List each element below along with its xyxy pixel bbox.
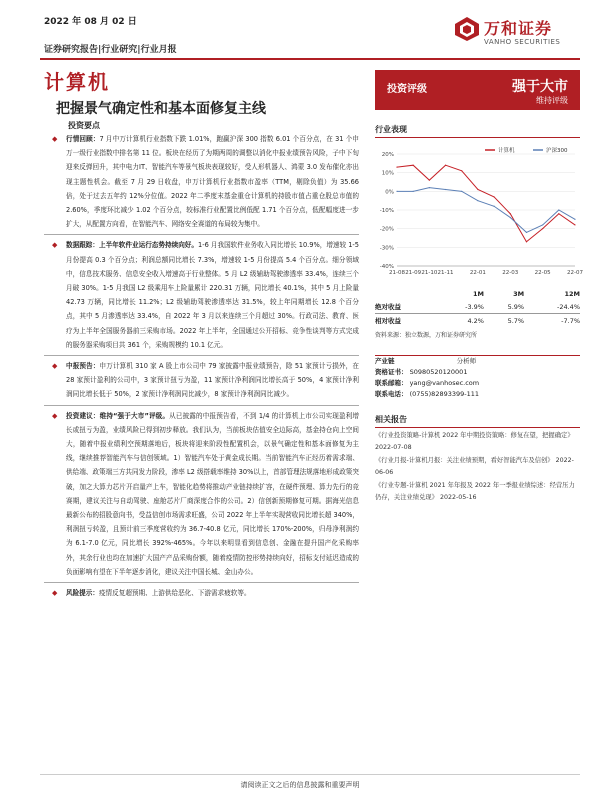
summary-paragraph — [44, 586, 359, 600]
chart-x-tick-label: 22-05 — [534, 270, 551, 276]
bullet-icon: ◆ — [52, 241, 58, 250]
chart-data-point — [558, 213, 559, 214]
chart-data-point — [477, 200, 478, 201]
chart-legend-label: 计算机 — [498, 148, 515, 154]
chart-data-point — [542, 228, 543, 229]
rating-label: 投资评级 — [387, 84, 427, 95]
chart-data-point — [461, 191, 462, 192]
sector-name: 计算机 — [44, 70, 110, 94]
chart-y-tick-label: 10% — [381, 170, 394, 177]
chart-x-tick-label: 22-01 — [469, 270, 486, 276]
trend-title: 行业表现 — [375, 124, 580, 138]
bullet-icon: ◆ — [52, 589, 58, 598]
related-report-item[interactable]: 《行业投资策略-计算机 2022 年中期投资策略：修复在望，把握确定》 2022-07-08 — [375, 432, 574, 451]
chart-x-tick-label: 21-08 — [389, 270, 405, 276]
rating-box — [375, 70, 580, 110]
analyst-list — [375, 356, 580, 400]
paragraph-lead: 投资建议：维持“强于大市”评级。 — [66, 411, 170, 420]
chart-x-tick-label: 22-07 — [567, 270, 583, 276]
company-name-en: VANHO SECURITIES — [484, 38, 561, 46]
footer-disclaimer: 请阅读正文之后的信息披露和重要声明 — [240, 781, 360, 789]
paragraph-text: 申万计算机 310 家 A 股上市公司中 79 家披露中报业绩预告，除 51 家预计亏损外，在 28 家预计盈利的公司中，3 家预计扭亏为盈，11 家预计净利润同比增长高于 50%，4 家预计净利润同比增长低于 50%，2 家预计净利润同比减少，8 家预计净利润同比减少。 — [66, 362, 359, 399]
chart-data-point — [429, 187, 430, 188]
chart-data-point — [493, 196, 494, 197]
paragraph-lead: 风险提示： — [66, 589, 99, 598]
bullet-icon: ◆ — [52, 411, 58, 420]
analyst-label: 资格证书： — [375, 368, 408, 376]
perf-value-cell: -3.9% — [438, 300, 484, 314]
perf-value-cell: 5.7% — [507, 316, 525, 325]
chart-data-point — [558, 209, 559, 210]
perf-value-cell: -7.7% — [561, 316, 580, 325]
analyst-value: 分析师 — [454, 357, 477, 365]
chart-data-point — [526, 232, 527, 233]
summary-paragraph — [44, 359, 359, 402]
summary-paragraph — [44, 238, 359, 352]
related-report-item[interactable]: 《行业月报-计算机月报：关注业绩预期，看好智能汽车及信创》 2022-06-06 — [375, 457, 574, 476]
perf-header-cell: 12M — [564, 290, 580, 298]
rating-sub: 维持评级 — [536, 96, 568, 105]
report-categories: 证券研究报告|行业研究|行业月报 — [44, 45, 177, 55]
performance-chart — [375, 142, 583, 282]
rating-value: 强于大市 — [512, 79, 568, 95]
chart-x-tick-label: 21-11 — [437, 270, 454, 276]
chart-data-point — [510, 217, 511, 218]
company-logo-icon — [454, 16, 480, 42]
paragraph-text: 疫情反复超预期、上游供给恶化、下游需求疲软等。 — [98, 589, 251, 598]
performance-chart-svg — [375, 142, 583, 282]
chart-data-point — [526, 241, 527, 242]
perf-value-cell: 5.9% — [484, 300, 524, 314]
chart-x-tick-label: 21-10 — [421, 270, 438, 276]
perf-value-cell: -24.4% — [524, 300, 580, 314]
analyst-row — [375, 378, 580, 389]
paragraph-divider — [44, 582, 359, 583]
summary-paragraph — [44, 409, 359, 579]
chart-y-tick-label: -20% — [379, 226, 394, 233]
perf-header-cell — [375, 288, 438, 300]
paragraph-divider — [44, 405, 359, 406]
chart-data-point — [413, 165, 414, 166]
chart-data-point — [445, 189, 446, 190]
chart-data-point — [574, 219, 575, 220]
perf-value-cell: 4.2% — [467, 316, 484, 325]
analyst-row — [375, 356, 580, 367]
company-name: 万和证券 — [484, 19, 553, 38]
related-list — [375, 430, 580, 503]
paragraph-divider — [44, 355, 359, 356]
summary-label: 投资要点 — [68, 121, 100, 130]
chart-data-point — [429, 180, 430, 181]
chart-data-point — [396, 166, 397, 167]
chart-data-point — [413, 191, 414, 192]
chart-legend-label: 沪深300 — [546, 148, 568, 154]
perf-row-label: 绝对收益 — [375, 300, 438, 314]
chart-data-point — [510, 213, 511, 214]
analyst-value: S0980520120001 — [407, 368, 468, 376]
analyst-row — [375, 367, 580, 378]
related-title: 相关报告 — [375, 414, 580, 428]
perf-header-cell: 1M — [472, 290, 484, 298]
perf-row-label: 相对收益 — [375, 317, 401, 325]
analyst-label: 联系电话： — [375, 390, 408, 398]
sidebar — [375, 70, 583, 503]
chart-data-point — [461, 170, 462, 171]
paragraph-text: 7 月中万计算机行业指数下跌 1.01%，跑赢沪深 300 指数 6.01 个百分点，在 31 个申万一级行业指数中排名第 11 位。板块在经历了为期两周的调整以消化中报业绩预告风险，子中下旬迎来反弹回升，其中电力IT、智能汽车等景气板块表现较好，受人形机器人、鸿蒙 3.0 发布催化亦出现主题性机会。截至 7 月 29 日收盘，申万计算机行业指数市盈率（TTM，剔除负值）为 35.66 倍，处于过去五年约 12%分位值。2022 年二季度末基金重仓计算机的持股市值占重仓股总市值的 2.60%，季度环比减少 1.02 个百分点，较标准行业配置比例低配 1.71 个百分点，低配幅度进一步扩大，从配置方向看，在智能汽车、网络安全赛道的布局较为集中。 — [66, 135, 359, 229]
bullet-icon: ◆ — [52, 362, 58, 371]
chart-y-tick-label: -10% — [379, 208, 394, 214]
header-divider — [40, 58, 580, 60]
analyst-label: 联系邮箱： — [375, 379, 408, 387]
table-row — [375, 300, 580, 314]
chart-data-point — [542, 224, 543, 225]
report-date: 2022 年 08 月 02 日 — [44, 17, 137, 27]
main-content — [44, 132, 359, 600]
report-title: 把握景气确定性和基本面修复主线 — [56, 101, 266, 117]
chart-x-tick-label: 22-03 — [502, 270, 519, 276]
paragraph-lead: 数据跟踪：上半年软件业运行态势持续向好。 — [66, 241, 198, 250]
analyst-value: (0755)82893399-111 — [407, 390, 480, 398]
analyst-row — [375, 389, 580, 400]
paragraph-lead: 行情回顾： — [66, 135, 100, 143]
footer-divider — [40, 774, 580, 775]
paragraph-divider — [44, 234, 359, 235]
perf-header-cell: 3M — [513, 290, 525, 298]
paragraph-text: 1-6 月我国软件业务收入同比增长 10.9%，增速较 1-5 月份提高 0.3 个百分点；利润总额同比增长 7.3%，增速较 1-5 月份提高 5.4 个百分点。细分领域中，信息技术服务、信息安全收入增速高于行业整体。5 月 L2 级辅助驾驶渗透率 33.4%，连续三个月破 30%。1-5 月我国 L2 级乘用车上险量累计 220.31 万辆，同比增长 40.1%，其中 5 月上险量 42.73 万辆，同比增长 11.2%；L2 级辅助驾驶渗透率达 31.5%，较上年同期增长 12.8 个百分点，其中 5 月渗透率达 33.4%，自 2022 年 3 月以来连续三个月超过 30%。行政司法、教育、医疗为上半年全国服务器前三采购市场。2022 年上半年，全国通过公开招标、竞争性谈判等方式完成的服务器采购项目共 361 个，采购规模约 10.1 亿元。 — [66, 241, 359, 349]
chart-data-point — [574, 224, 575, 225]
chart-y-tick-label: 0% — [385, 189, 394, 196]
chart-y-tick-label: -40% — [379, 264, 394, 270]
performance-source: 资料来源：独立数源，万和证券研究所 — [375, 332, 478, 339]
paragraph-lead: 中报预告： — [66, 362, 100, 371]
analyst-value: yang@vanhosec.com — [407, 379, 480, 387]
summary-paragraph — [44, 132, 359, 231]
bullet-icon: ◆ — [52, 135, 58, 143]
chart-data-point — [477, 189, 478, 190]
paragraph-text: 从已披露的中报预告看，不到 1/4 的计算机上市公司实现盈利增长或扭亏为盈，业绩风险已得到初步释放。我们认为，当前板块估值安全边际高，基金持仓向上空间大，随着中报业绩利空预期落地后，板块将迎来阶段性配置机会，以景气确定性和基本面修复为主线，继续推荐智能汽车与信创领域。1）智能汽车处于黄金成长期。当前智能汽车正经历着需求端、供给端、政策端三方共同发力阶段，渗率 L2 级搭载率维持 30%以上，首部管理法规落地形成政策突破，加之大算力芯片开启量产上车，智能化趋势将推动产业链持续扩容，在硬件预埋、算力先行的竞赛期，建议关注与自动驾驶、座舱芯片厂商深度合作的公司。2）信创新预期修复可期。据海光信息最新公布的招股意向书，受益信创市场需求旺盛，公司 2022 年上半年实现营收同比增长超 340%，利润扭亏转盈，且预计前三季度营收约为 36.7-40.8 亿元，同比增长 170%-200%，归母净利润约为 6.1-7.0 亿元，同比增长 392%-465%。今年以来明显看到信息创、金融在提升国产化采购率外，其余行业也均在加速扩大国产产品采购份额，随着疫情防控形势持续向好，招标支付延迟造成的负面影响有望在下半年逐步消化，建议关注中国长城、金山办公。 — [66, 411, 359, 576]
performance-table — [375, 288, 580, 327]
analyst-label: 产业链 — [375, 357, 395, 365]
chart-data-point — [445, 165, 446, 166]
chart-y-tick-label: -30% — [379, 245, 394, 252]
chart-x-tick-label: 21-09 — [405, 270, 422, 276]
chart-data-point — [493, 206, 494, 207]
table-row — [375, 314, 580, 328]
chart-y-tick-label: 20% — [381, 152, 394, 158]
chart-data-point — [396, 191, 397, 192]
related-report-item[interactable]: 《行业专题-计算机 2021 年年报及 2022 年一季报业绩综述：经营压力仍存，关注业绩兑现》 2022-05-16 — [375, 482, 575, 501]
